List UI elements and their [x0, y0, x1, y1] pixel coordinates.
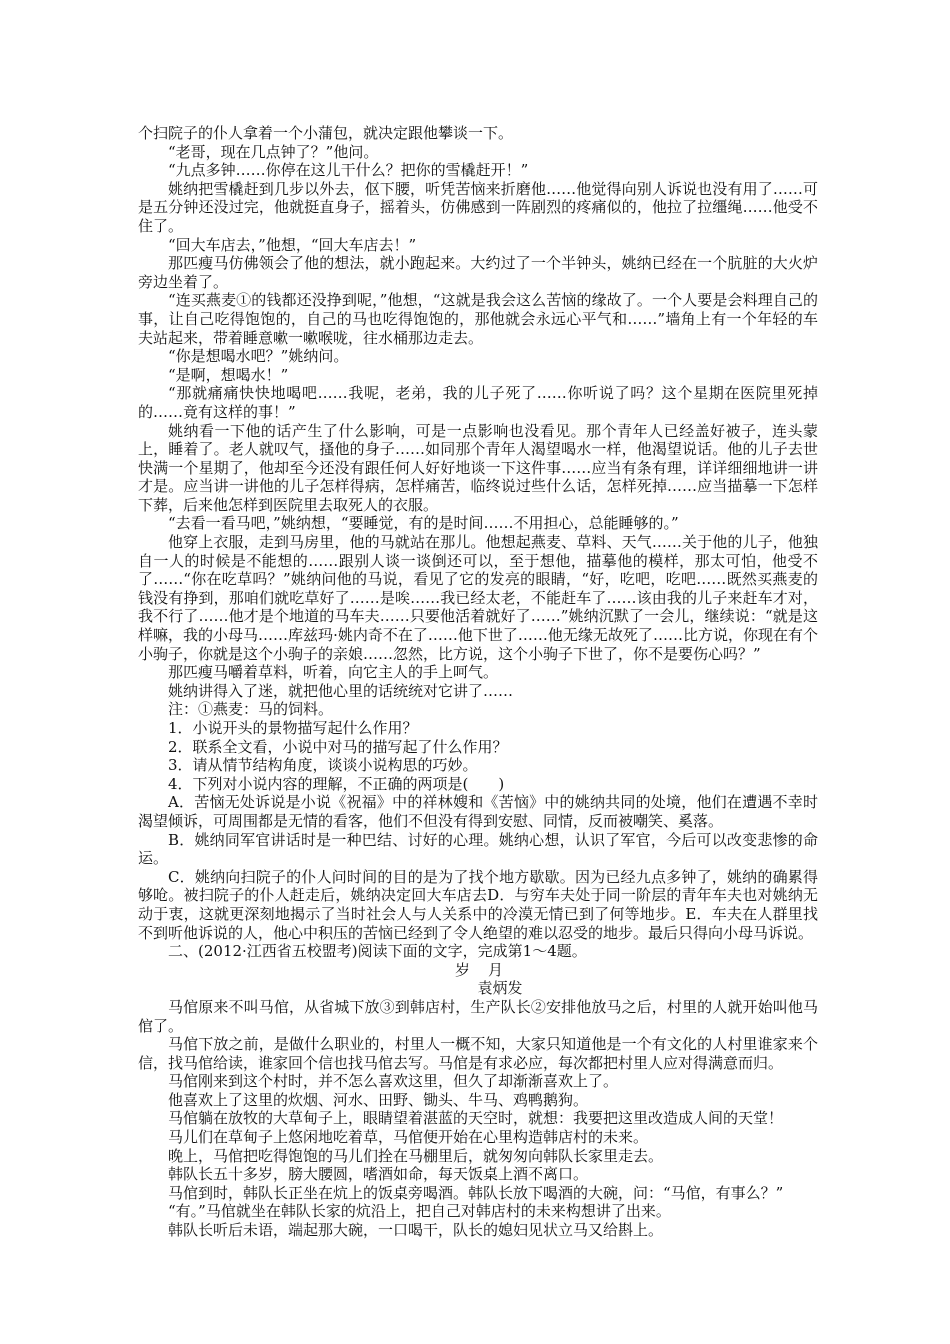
option-c-d-e: C．姚纳向扫院子的仆人问时间的目的是为了找个地方歇歇。因为已经九点多钟了，姚纳的确累得够呛。被扫院子的仆人赶走后，姚纳决定回大车店去D．与穷车夫处于同一阶层的青年车夫也对姚纳无动于衷，这就更深刻地揭示了当时社会人与人关系中的冷漠无情已到了何等地步。E．车夫在人群里找不到听他诉说的人，他心中积压的苦恼已经到了令人绝望的难以忍受的地步。最后只得向小母马诉说。	[138, 867, 818, 942]
option-b: B．姚纳同军官讲话时是一种巴结、讨好的心理。姚纳心想，认识了军官，今后可以改变悲惨的命运。	[138, 830, 818, 868]
footnote: 注：①燕麦：马的饲料。	[168, 700, 334, 719]
paragraph: 那匹瘦马仿佛领会了他的想法，就小跑起来。大约过了一个半钟头，姚纳已经在一个肮脏的大火炉旁边坐着了。	[138, 254, 818, 291]
question-2: 2．联系全文看，小说中对马的描写起了什么作用？	[168, 737, 508, 756]
option-a: A．苦恼无处诉说是小说《祝福》中的祥林嫂和《苦恼》中的姚纳共同的处境，他们在遭遇不幸时渴望倾诉，可周围都是无情的看客，他们不但没有得到安慰、同情，反而被嘲笑、奚落。	[138, 793, 818, 830]
paragraph: 马倌到时，韩队长正坐在炕上的饭桌旁喝酒。韩队长放下喝酒的大碗，问：“马倌，有事么？”	[168, 1183, 784, 1202]
question-1: 1．小说开头的景物描写起什么作用？	[168, 719, 418, 737]
story-author: 袁炳发	[477, 979, 523, 998]
paragraph: 那匹瘦马嚼着草料，听着，向它主人的手上呵气。	[168, 663, 499, 682]
paragraph: “你是想喝水吧？”姚纳问。	[168, 347, 349, 366]
paragraph: 马倌躺在放牧的大草甸子上，眼睛望着湛蓝的天空时，就想：我要把这里改造成人间的天堂！	[168, 1109, 784, 1128]
paragraph: 马倌下放之前，是做什么职业的，村里人一概不知，大家只知道他是一个有文化的人村里谁家来个信，找马倌给读，谁家回个信也找马倌去写。马倌是有求必应，每次都把村里人应对得满意而归。	[138, 1035, 818, 1072]
paragraph: “是啊，想喝水！”	[168, 365, 289, 384]
section-heading: 二、(2012·江西省五校盟考)阅读下面的文字，完成第1～4题。	[168, 942, 587, 961]
paragraph: “老哥，现在几点钟了？”他问。	[168, 142, 379, 161]
paragraph: 个扫院子的仆人拿着一个小蒲包，就决定跟他攀谈一下。	[138, 124, 514, 142]
paragraph: 韩队长五十多岁，膀大腰圆，嗜酒如命，每天饭桌上酒不离口。	[168, 1165, 589, 1184]
document-page	[138, 124, 818, 1240]
paragraph: “有。”马倌就坐在韩队长家的炕沿上，把自己对韩店村的未来构想讲了出来。	[168, 1202, 671, 1221]
paragraph: 马倌刚来到这个村时，并不怎么喜欢这里，但久了却渐渐喜欢上了。	[168, 1072, 619, 1091]
story-title: 岁月	[454, 960, 521, 979]
paragraph: 韩队长听后未语，端起那大碗，一口喝干，队长的媳妇见状立马又给斟上。	[168, 1221, 664, 1240]
paragraph: 他穿上衣服，走到马房里，他的马就站在那儿。他想起燕麦、草料、天气……关于他的儿子，他独自一人的时候是不能想的……跟别人谈一谈倒还可以，至于想他，描摹他的模样，那太可怕，他受不了……“你在吃草吗？”姚纳问他的马说，看见了它的发亮的眼睛，“好，吃吧，吃吧……既然买燕麦的钱没有挣到，那咱们就吃草好了……是唉……我已经太老，不能赶车了……该由我的儿子来赶车才对，我不行了……他才是个地道的马车夫……只要他活着就好了……”姚纳沉默了一会儿，继续说：“就是这样嘛，我的小母马……库兹玛·姚内奇不在了……他下世了……他无缘无故死了……比方说，你现在有个小驹子，你就是这个小驹子的亲娘……忽然，比方说，这个小驹子下世了，你不是要伤心吗？”	[138, 533, 818, 663]
paragraph: 姚纳讲得入了迷，就把他心里的话统统对它讲了……	[168, 681, 514, 700]
paragraph: “回大车店去，”他想，“回大车店去！”	[168, 235, 417, 254]
paragraph: “连买燕麦①的钱都还没挣到呢，”他想，“这就是我会这么苦恼的缘故了。一个人要是会料理自己的事，让自己吃得饱饱的，自己的马也吃得饱饱的，那他就会永远心平气和……”墙角上有一个年轻的车夫站起来，带着睡意嗽一嗽喉咙，往水桶那边走去。	[138, 291, 818, 347]
paragraph: 马倌原来不叫马倌，从省城下放③到韩店村，生产队长②安排他放马之后，村里的人就开始叫他马倌了。	[138, 997, 818, 1035]
paragraph: 姚纳把雪橇赶到几步以外去，伛下腰，听凭苦恼来折磨他……他觉得向别人诉说也没有用了……可是五分钟还没过完，他就挺直身子，摇着头，仿佛感到一阵剧烈的疼痛似的，他拉了拉缰绳……他受不住了。	[138, 179, 818, 235]
paragraph: 马儿们在草甸子上悠闲地吃着草，马倌便开始在心里构造韩店村的未来。	[168, 1128, 649, 1147]
paragraph: 他喜欢上了这里的炊烟、河水、田野、锄头、牛马、鸡鸭鹅狗。	[168, 1090, 589, 1109]
paragraph: “九点多钟……你停在这儿干什么？把你的雪橇赶开！”	[168, 161, 529, 180]
question-4: 4．下列对小说内容的理解，不正确的两项是( )	[168, 774, 505, 793]
paragraph: “去看一看马吧，”姚纳想，“要睡觉，有的是时间……不用担心，总能睡够的。”	[168, 514, 679, 533]
paragraph: 晚上，马倌把吃得饱饱的马儿们拴在马棚里后，就匆匆向韩队长家里走去。	[168, 1146, 664, 1165]
paragraph: 姚纳看一下他的话产生了什么影响，可是一点影响也没看见。那个青年人已经盖好被子，连头蒙上，睡着了。老人就叹气，搔他的身子……如同那个青年人渴望喝水一样，他渴望说话。他的儿子去世快满一个星期了，他却至今还没有跟任何人好好地谈一下这件事……应当有条有理，详详细细地讲一讲才是。应当讲一讲他的儿子怎样得病，怎样痛苦，临终说过些什么话，怎样死掉……应当描摹一下怎样下葬，后来他怎样到医院里去取死人的衣服。	[138, 421, 818, 514]
paragraph: “那就痛痛快快地喝吧……我呢，老弟，我的儿子死了……你听说了吗？这个星期在医院里死掉的……竟有这样的事！”	[138, 384, 818, 421]
question-3: 3．请从情节结构角度，谈谈小说构思的巧妙。	[168, 756, 478, 775]
